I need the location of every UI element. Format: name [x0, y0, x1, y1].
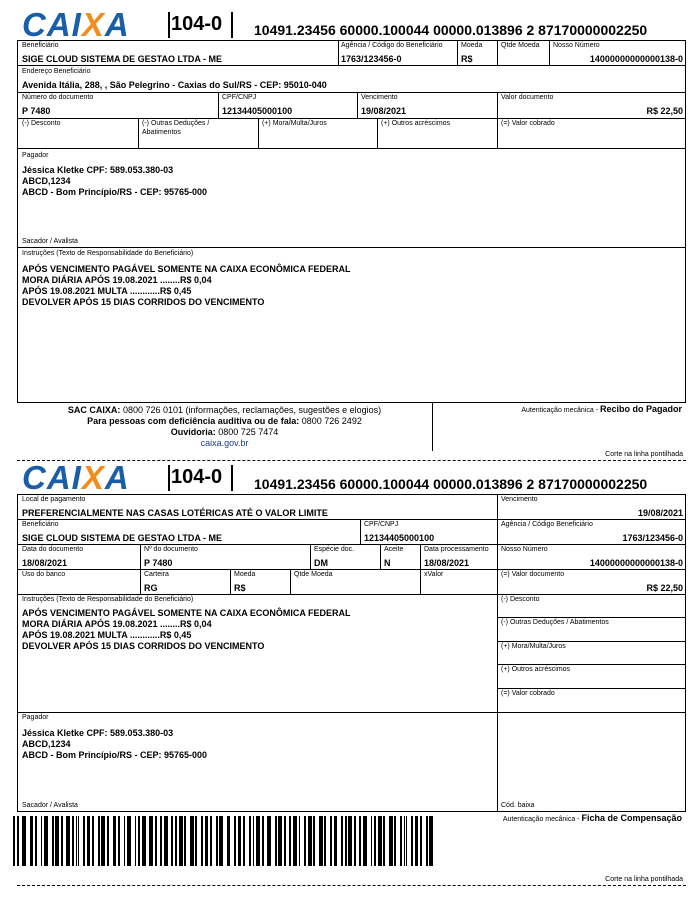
sac-caixa [17, 405, 432, 449]
data-documento-value: 18/08/2021 [22, 558, 68, 568]
barcode-bar [216, 816, 218, 866]
barcode-bar [17, 816, 19, 866]
barcode-bar [57, 816, 59, 866]
carteira-label: Carteira [144, 571, 169, 578]
cpf-cnpj-label: CPF/CNPJ [364, 521, 399, 528]
instrucoes-label: Instruções (Texto de Responsabilidade do Beneficiário) [22, 596, 194, 603]
barcode-bar [243, 816, 245, 866]
barcode-bar [304, 816, 306, 866]
barcode-bar [321, 816, 323, 866]
barcode-bar [406, 816, 408, 866]
pagador-name: Jéssica Kletke CPF: 589.053.380-03 [22, 728, 174, 738]
autenticacao-label: Autenticação mecânica - [502, 816, 580, 823]
barcode-bar [374, 816, 376, 866]
barcode-bar [144, 816, 146, 866]
barcode [13, 816, 435, 866]
receipt-box [17, 40, 686, 403]
barcode-bar [284, 816, 286, 866]
pagador-name: Jéssica Kletke CPF: 589.053.380-03 [22, 165, 174, 175]
barcode-bar [324, 816, 326, 866]
pagador-address: ABCD,1234 [22, 176, 71, 186]
barcode-bar [138, 816, 140, 866]
outros-acrescimos-label: (+) Outros acréscimos [381, 120, 451, 127]
pagador-label: Pagador [22, 152, 49, 159]
bank-code: 104-0 [171, 13, 223, 35]
sac-label: SAC CAIXA: [67, 405, 121, 415]
numero-documento-label: Número do documento [22, 94, 94, 101]
data-processamento-label: Data processamento [424, 546, 489, 553]
barcode-bar [262, 816, 264, 866]
barcode-bar [234, 816, 236, 866]
bank-code-separator [231, 465, 233, 491]
barcode-bar [92, 816, 94, 866]
outras-deducoes-label-2: Abatimentos [142, 129, 181, 136]
barcode-bar [192, 816, 194, 866]
xvalor-label: xValor [424, 571, 444, 578]
instrucao-line: DEVOLVER APÓS 15 DIAS CORRIDOS DO VENCIMENTO [22, 297, 265, 307]
barcode-bar [175, 816, 177, 866]
digitable-line: 10491.23456 60000.100044 00000.013896 2 87170000002250 [254, 476, 648, 492]
deficiencia-label: Para pessoas com deficiência auditiva ou de fala: [87, 416, 300, 426]
cut-line [17, 885, 686, 886]
barcode-bar [258, 816, 260, 866]
barcode-bar [299, 816, 301, 866]
barcode-bar [345, 816, 347, 866]
barcode-bar [365, 816, 367, 866]
qtde-moeda-label: Qtde Moeda [294, 571, 333, 578]
barcode-bar [201, 816, 203, 866]
valor-documento-label: (=) Valor documento [501, 571, 565, 578]
sacador-label: Sacador / Avalista [22, 238, 78, 245]
barcode-bar [295, 816, 297, 866]
beneficiario-value: SIGE CLOUD SISTEMA DE GESTAO LTDA - ME [22, 54, 223, 64]
barcode-bar [383, 816, 385, 866]
barcode-bar [426, 816, 428, 866]
barcode-bar [391, 816, 393, 866]
agencia-label: Agência / Código do Beneficiário [341, 42, 443, 49]
endereco-value: Avenida Itália, 288, , São Pelegrino - Caxias do Sul/RS - CEP: 95010-040 [22, 80, 327, 90]
autenticacao-label: Autenticação mecânica - [521, 407, 599, 414]
valor-documento-value: R$ 22,50 [646, 583, 683, 593]
caixa-logo: CAIXA [22, 459, 130, 496]
barcode-bar [280, 816, 282, 866]
barcode-bar [107, 816, 109, 866]
barcode-bar [313, 816, 315, 866]
digitable-line: 10491.23456 60000.100044 00000.013896 2 87170000002250 [254, 22, 648, 38]
caixa-site-link[interactable]: caixa.gov.br [200, 438, 249, 448]
desconto-label: (-) Desconto [501, 596, 540, 603]
corte-label: Corte na linha pontilhada [605, 876, 683, 883]
barcode-bar [155, 816, 157, 866]
vencimento-value: 19/08/2021 [361, 106, 407, 116]
barcode-bar [330, 816, 332, 866]
bank-code: 104-0 [171, 466, 223, 488]
barcode-bar [354, 816, 356, 866]
deficiencia-text: 0800 726 2492 [301, 416, 362, 426]
barcode-bar [83, 816, 85, 866]
moeda-value: R$ [461, 54, 473, 64]
barcode-bar [78, 816, 80, 866]
moeda-label: Moeda [461, 42, 483, 49]
instrucao-line: APÓS 19.08.2021 MULTA ............R$ 0,45 [22, 630, 192, 640]
uso-banco-label: Uso do banco [22, 571, 66, 578]
barcode-bar [195, 816, 197, 866]
nosso-numero-label: Nosso Número [553, 42, 600, 49]
outros-acrescimos-label: (+) Outros acréscimos [501, 666, 571, 673]
valor-cobrado-label: (=) Valor cobrado [501, 120, 555, 127]
barcode-bar [411, 816, 413, 866]
nosso-numero-value: 14000000000000138-0 [589, 54, 683, 64]
sacador-label: Sacador / Avalista [22, 802, 78, 809]
barcode-bar [24, 816, 26, 866]
barcode-bar [371, 816, 373, 866]
pagador-city: ABCD - Bom Princípio/RS - CEP: 95765-000 [22, 187, 208, 197]
barcode-bar [89, 816, 91, 866]
barcode-bar [61, 816, 63, 866]
barcode-bar [166, 816, 168, 866]
barcode-bar [253, 816, 255, 866]
pagador-address: ABCD,1234 [22, 739, 71, 749]
valor-documento-value: R$ 22,50 [646, 106, 683, 116]
especie-doc-label: Espécie doc. [314, 546, 355, 553]
barcode-bar [380, 816, 382, 866]
barcode-bar [181, 816, 183, 866]
barcode-bar [46, 816, 48, 866]
vencimento-label: Vencimento [501, 496, 538, 503]
barcode-bar [184, 816, 186, 866]
agencia-label: Agência / Código Beneficiário [501, 521, 593, 528]
cpf-cnpj-value: 12134405000100 [364, 533, 435, 543]
barcode-bar [350, 816, 352, 866]
instrucao-line: MORA DIÁRIA APÓS 19.08.2021 ........R$ 0,04 [22, 275, 212, 285]
barcode-bar [400, 816, 402, 866]
caixa-logo: CAIXA [22, 6, 130, 43]
mora-multa-label: (+) Mora/Multa/Juros [262, 120, 327, 127]
bank-code-separator [168, 12, 170, 38]
qtde-moeda-label: Qtde Moeda [501, 42, 540, 49]
barcode-bar [310, 816, 312, 866]
agencia-value: 1763/123456-0 [622, 533, 683, 543]
barcode-bar [206, 816, 208, 866]
moeda-value: R$ [234, 583, 246, 593]
barcode-bar [68, 816, 70, 866]
barcode-bar [335, 816, 337, 866]
data-documento-label: Data do documento [22, 546, 84, 553]
instrucao-line: DEVOLVER APÓS 15 DIAS CORRIDOS DO VENCIMENTO [22, 641, 265, 651]
barcode-bar [229, 816, 231, 866]
barcode-bar [394, 816, 396, 866]
barcode-bar [72, 816, 74, 866]
barcode-bar [269, 816, 271, 866]
ouvidoria-label: Ouvidoria: [170, 427, 216, 437]
barcode-bar [417, 816, 419, 866]
ficha-compensacao-title: Ficha de Compensação [581, 813, 682, 823]
barcode-bar [431, 816, 433, 866]
barcode-bar [31, 816, 33, 866]
vencimento-value: 19/08/2021 [637, 508, 683, 518]
barcode-bar [275, 816, 277, 866]
agencia-value: 1763/123456-0 [341, 54, 402, 64]
beneficiario-label: Beneficiário [22, 42, 59, 49]
barcode-bar [359, 816, 361, 866]
mora-multa-label: (+) Mora/Multa/Juros [501, 643, 566, 650]
barcode-bar [98, 816, 100, 866]
especie-doc-value: DM [314, 558, 328, 568]
barcode-bar [210, 816, 212, 866]
barcode-bar [41, 816, 43, 866]
barcode-bar [341, 816, 343, 866]
cod-baixa-label: Cód. baixa [501, 802, 535, 809]
nosso-numero-value: 14000000000000138-0 [589, 558, 683, 568]
beneficiario-label: Beneficiário [22, 521, 59, 528]
sac-text: 0800 726 0101 (informações, reclamações, sugestões e elogios) [122, 405, 382, 415]
autenticacao-ficha [440, 813, 682, 825]
endereco-label: Endereço Beneficiário [22, 68, 91, 75]
barcode-bar [171, 816, 173, 866]
pagador-city: ABCD - Bom Princípio/RS - CEP: 95765-000 [22, 750, 208, 760]
barcode-bar [151, 816, 153, 866]
barcode-bar [35, 816, 37, 866]
barcode-bar [249, 816, 251, 866]
instrucao-line: APÓS 19.08.2021 MULTA ............R$ 0,45 [22, 286, 192, 296]
outras-deducoes-label: (-) Outras Deduções / [142, 120, 210, 127]
barcode-bar [114, 816, 116, 866]
bank-code-separator [168, 465, 170, 491]
barcode-bar [103, 816, 105, 866]
autenticacao-recibo [440, 404, 682, 416]
bank-code-separator [231, 12, 233, 38]
recibo-pagador-title: Recibo do Pagador [599, 404, 682, 414]
aceite-label: Aceite [384, 546, 404, 553]
instrucao-line: MORA DIÁRIA APÓS 19.08.2021 ........R$ 0,04 [22, 619, 212, 629]
numero-documento-value: P 7480 [22, 106, 51, 116]
aceite-value: N [384, 558, 391, 568]
beneficiario-value: SIGE CLOUD SISTEMA DE GESTAO LTDA - ME [22, 533, 223, 543]
barcode-bar [13, 816, 15, 866]
barcode-bar [160, 816, 162, 866]
numero-documento-label: Nº do documento [144, 546, 198, 553]
numero-documento-value: P 7480 [144, 558, 173, 568]
outras-deducoes-label: (-) Outras Deduções / Abatimentos [501, 619, 609, 626]
barcode-bar [221, 816, 223, 866]
instrucoes-label: Instruções (Texto de Responsabilidade do Beneficiário) [22, 250, 194, 257]
barcode-bar [135, 816, 137, 866]
barcode-bar [52, 816, 54, 866]
barcode-bar [129, 816, 131, 866]
instrucao-line: APÓS VENCIMENTO PAGÁVEL SOMENTE NA CAIXA ECONÔMICA FEDERAL [22, 608, 351, 618]
local-pagamento-value: PREFERENCIALMENTE NAS CASAS LOTÉRICAS ATÉ O VALOR LIMITE [22, 508, 328, 518]
barcode-bar [289, 816, 291, 866]
valor-cobrado-label: (=) Valor cobrado [501, 690, 555, 697]
desconto-label: (-) Desconto [22, 120, 61, 127]
cpf-cnpj-value: 12134405000100 [222, 106, 293, 116]
data-processamento-value: 18/08/2021 [424, 558, 470, 568]
barcode-bar [420, 816, 422, 866]
barcode-bar [118, 816, 120, 866]
nosso-numero-label: Nosso Número [501, 546, 548, 553]
pagador-label: Pagador [22, 714, 49, 721]
barcode-bar [124, 816, 126, 866]
local-pagamento-label: Local de pagamento [22, 496, 86, 503]
instrucao-line: APÓS VENCIMENTO PAGÁVEL SOMENTE NA CAIXA ECONÔMICA FEDERAL [22, 264, 351, 274]
moeda-label: Moeda [234, 571, 256, 578]
vencimento-label: Vencimento [361, 94, 398, 101]
barcode-bar [240, 816, 242, 866]
cpf-cnpj-label: CPF/CNPJ [222, 94, 257, 101]
ouvidoria-text: 0800 725 7474 [218, 427, 279, 437]
carteira-value: RG [144, 583, 158, 593]
valor-documento-label: Valor documento [501, 94, 554, 101]
corte-label: Corte na linha pontilhada [605, 451, 683, 458]
